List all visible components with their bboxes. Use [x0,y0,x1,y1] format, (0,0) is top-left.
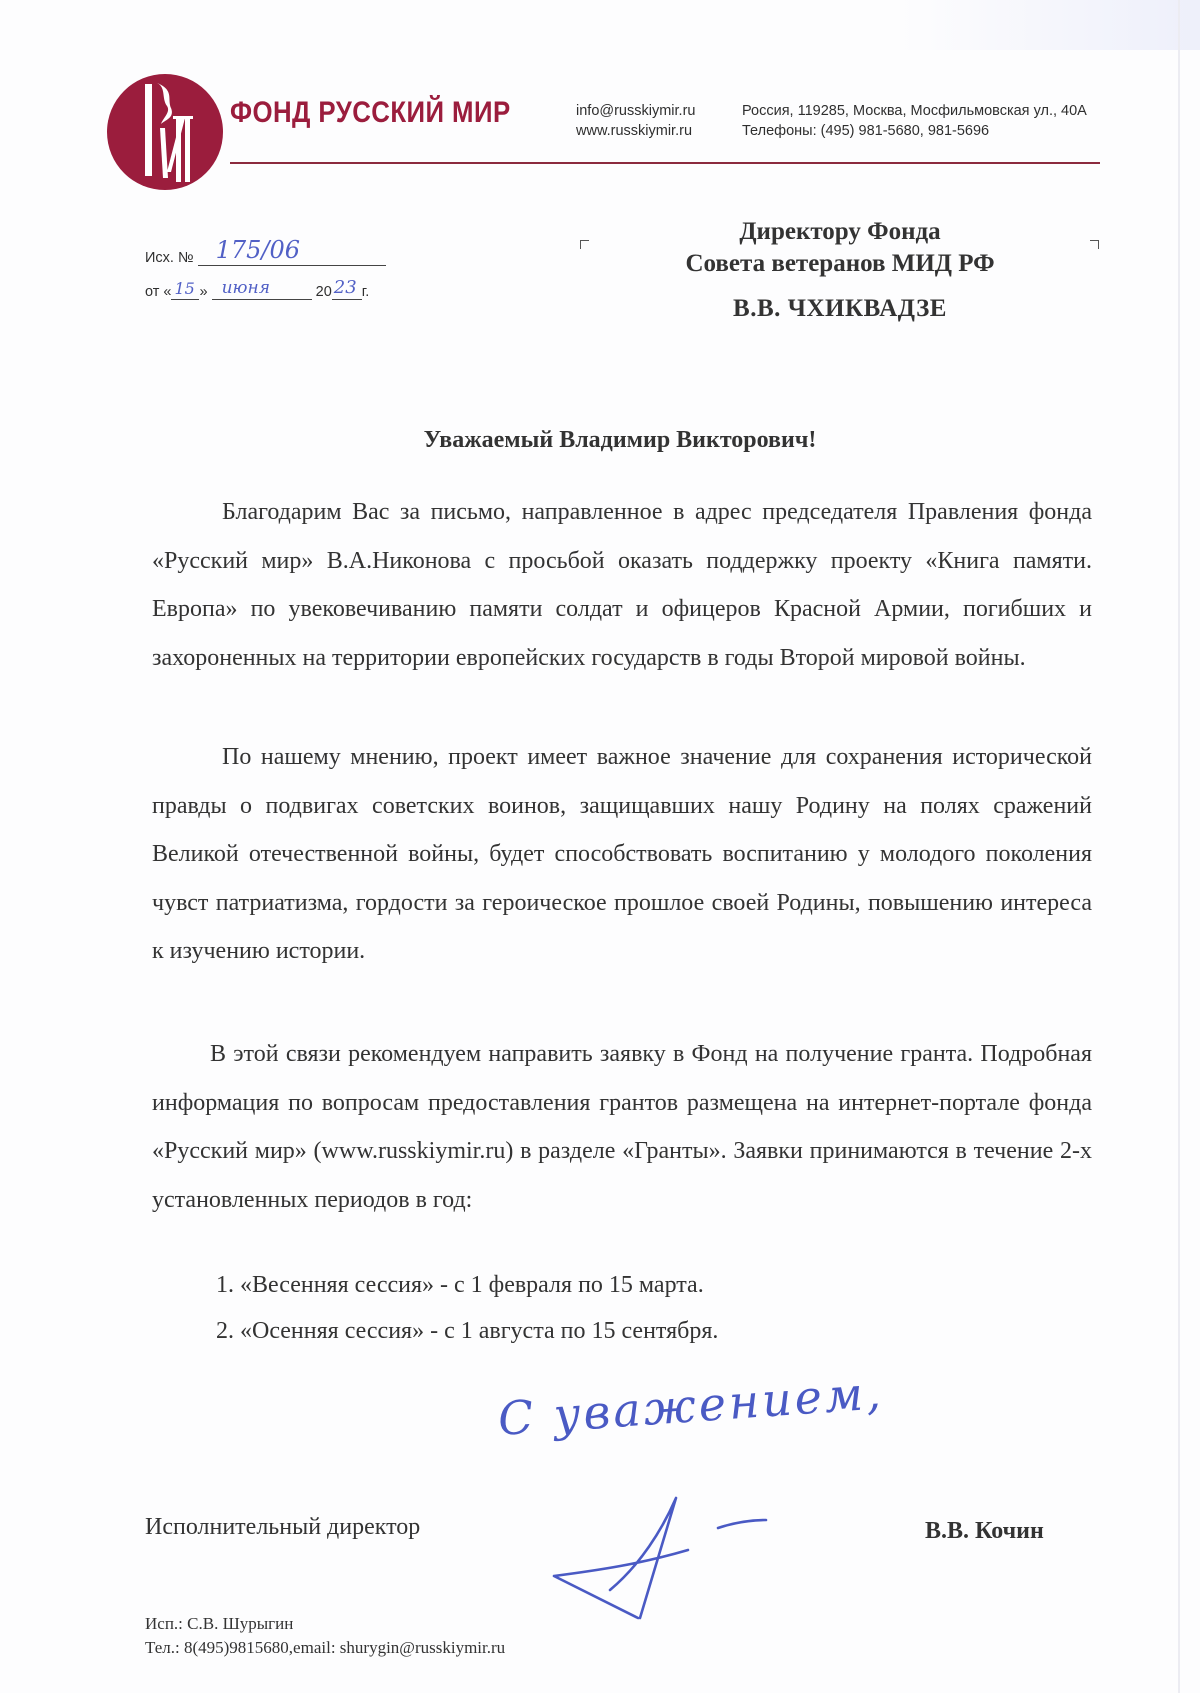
month-field [212,278,312,300]
outgoing-number-field [198,236,386,266]
month-handwritten: июня [221,278,270,298]
executor-contact: Тел.: 8(495)9815680,email: shurygin@russkiymir.ru [145,1638,506,1657]
phone-numbers: Телефоны: (495) 981-5680, 981-5696 [742,123,990,139]
paragraph-3-block [152,1030,1092,1224]
paragraph-text: Благодарим Вас за письмо, направленное в адрес председателя Правления фонда «Русский мир» В.А.Никонова с просьбой оказать поддержку проекту «Книга памяти. Европа» по увековечиванию памяти солдат и офицеров Красной Армии, погибших и захороненных на территории европейских государств в годы Второй мировой войны. [152,499,1092,671]
signature-mark [490,1380,1050,1620]
executor-name: Исп.: С.В. Шурыгин [145,1614,294,1633]
signatory-position: Исполнительный директор [145,1514,421,1540]
year-handwritten: 23 [333,277,357,298]
paragraph-2-block [152,733,1092,976]
header-divider [230,162,1100,164]
date-prefix: от « [145,284,172,300]
contact-web-block [576,101,695,141]
website-link[interactable]: www.russkiymir.ru [576,123,693,139]
foundation-logo [105,72,225,192]
addressee-organization: Совета ветеранов МИД РФ [685,250,995,277]
paragraph-text: По нашему мнению, проект имеет важное значение для сохранения исторической правды о подвигах советских воинов, защищавших нашу Родину на полях сражений Великой отечественной войны, будет способствовать воспитанию у молодого поколения чувст патриатизма, гордости за героическое прошлое своей Родины, повышению интереса к изучению истории. [152,744,1092,964]
year-unit: г. [361,284,370,300]
signatory-name: В.В. Кочин [925,1518,1044,1544]
scan-tint [900,0,1200,50]
day-field [171,281,199,300]
paragraph-text: В этой связи рекомендуем направить заявку в Фонд на получение гранта. Подробная информация по вопросам предоставления грантов размещена на интернет-портале фонда «Русский мир» (www.russkiymir.ru) в разделе «Гранты». Заявки принимаются в течение 2-х установленных периодов в год: [152,1041,1092,1213]
outgoing-number-line [145,236,386,266]
addressee-name: В.В. ЧХИКВАДЗЕ [733,295,947,322]
session-item: 1. «Весенняя сессия» - с 1 февраля по 15 марта. [216,1272,704,1298]
outgoing-label: Исх. № [145,250,194,266]
page-edge [1178,0,1180,1693]
organization-name: ФОНД РУССКИЙ МИР [230,96,511,129]
addressee-position: Директору Фонда [739,218,941,245]
paragraph [152,1030,1092,1224]
date-line [145,277,370,300]
address-corner-left [580,240,589,249]
session-item: 2. «Осенняя сессия» - с 1 августа по 15 сентября. [216,1318,719,1344]
paragraph-1-block [152,488,1092,682]
salutation: Уважаемый Владимир Викторович! [423,427,817,453]
postal-address: Россия, 119285, Москва, Мосфильмовская ул., 40А [742,103,1087,119]
date-quote-close: » [199,284,208,300]
day-handwritten: 15 [174,279,195,298]
outgoing-number-handwritten: 175/06 [215,236,301,264]
email-link[interactable]: info@russkiymir.ru [576,103,696,119]
year-prefix: 20 [315,284,332,300]
year-field [332,277,362,300]
address-corner-right [1090,240,1099,249]
paragraph [152,488,1092,682]
contact-address-block [742,101,1087,141]
handwritten-closing: С уважением, [496,1365,886,1446]
paragraph [152,733,1092,976]
